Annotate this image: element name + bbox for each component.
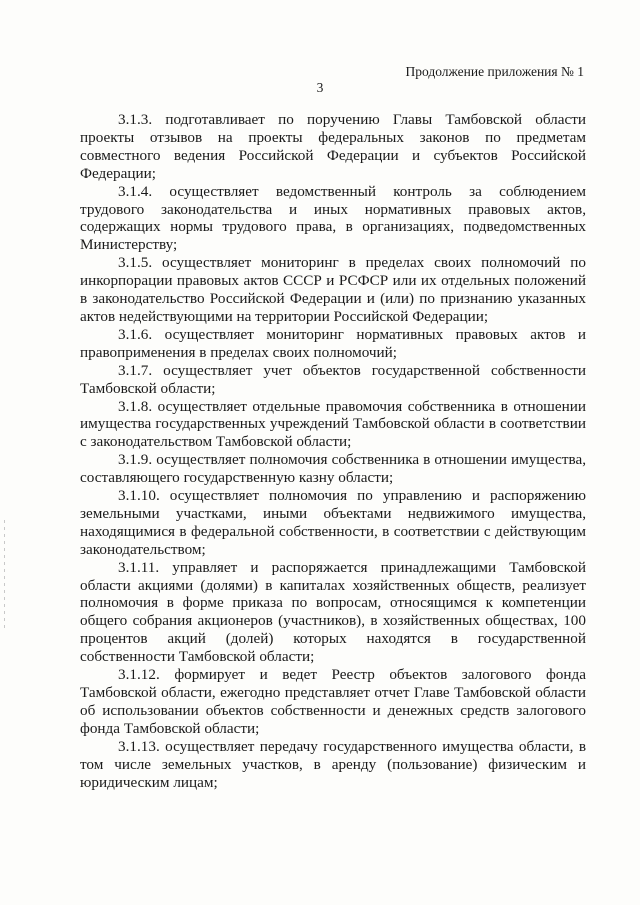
clause-3-1-7: 3.1.7. осуществляет учет объектов государственной собственности Тамбовской области; [80,361,586,397]
document-body [80,111,586,791]
appendix-continuation-header: Продолжение приложения № 1 [405,64,584,79]
clause-3-1-9: 3.1.9. осуществляет полномочия собственника в отношении имущества, составляющего государственную казну области; [80,451,586,487]
clause-3-1-3: 3.1.3. подготавливает по поручению Главы Тамбовской области проекты отзывов на проекты федеральных законов по предметам совместного ведения Российской Федерации и субъектов Российской Федерации; [80,111,586,182]
clause-3-1-10: 3.1.10. осуществляет полномочия по управлению и распоряжению земельными участками, иными объектами недвижимого имущества, находящимися в федеральной собственности, в соответствии с действующим законодательством; [80,487,586,558]
clause-3-1-11: 3.1.11. управляет и распоряжается принадлежащими Тамбовской области акциями (долями) в капиталах хозяйственных обществ, реализует полномочия в форме приказа по вопросам, относящимся к компетенции общего собрания акционеров (участников), в хозяйственных обществах, 100 процентов акций (долей) которых находятся в государственной собственности Тамбовской области; [80,558,586,666]
clause-3-1-13: 3.1.13. осуществляет передачу государственного имущества области, в том числе земельных участков, в аренду (пользование) физическим и юридическим лицам; [80,737,586,791]
clause-3-1-6: 3.1.6. осуществляет мониторинг нормативных правовых актов и правоприменения в пределах своих полномочий; [80,325,586,361]
clause-3-1-4: 3.1.4. осуществляет ведомственный контроль за соблюдением трудового законодательства и иных нормативных правовых актов, содержащих нормы трудового права, в организациях, подведомственных Министерству; [80,182,586,254]
scan-margin-mark [4,520,5,630]
page-number: 3 [316,80,324,95]
clause-3-1-5: 3.1.5. осуществляет мониторинг в пределах своих полномочий по инкорпорации правовых актов СССР и РСФСР или их отдельных положений в законодательство Российской Федерации и (или) по признанию указанных актов недействующими на территории Российской Федерации; [80,254,586,325]
clause-3-1-8: 3.1.8. осуществляет отдельные правомочия собственника в отношении имущества государственных учреждений Тамбовской области в соответствии с законодательством Тамбовской области; [80,397,586,451]
clause-3-1-12: 3.1.12. формирует и ведет Реестр объектов залогового фонда Тамбовской области, ежегодно представляет отчет Главе Тамбовской области об использовании объектов собственности и денежных средств залогового фонда Тамбовской области; [80,666,586,737]
